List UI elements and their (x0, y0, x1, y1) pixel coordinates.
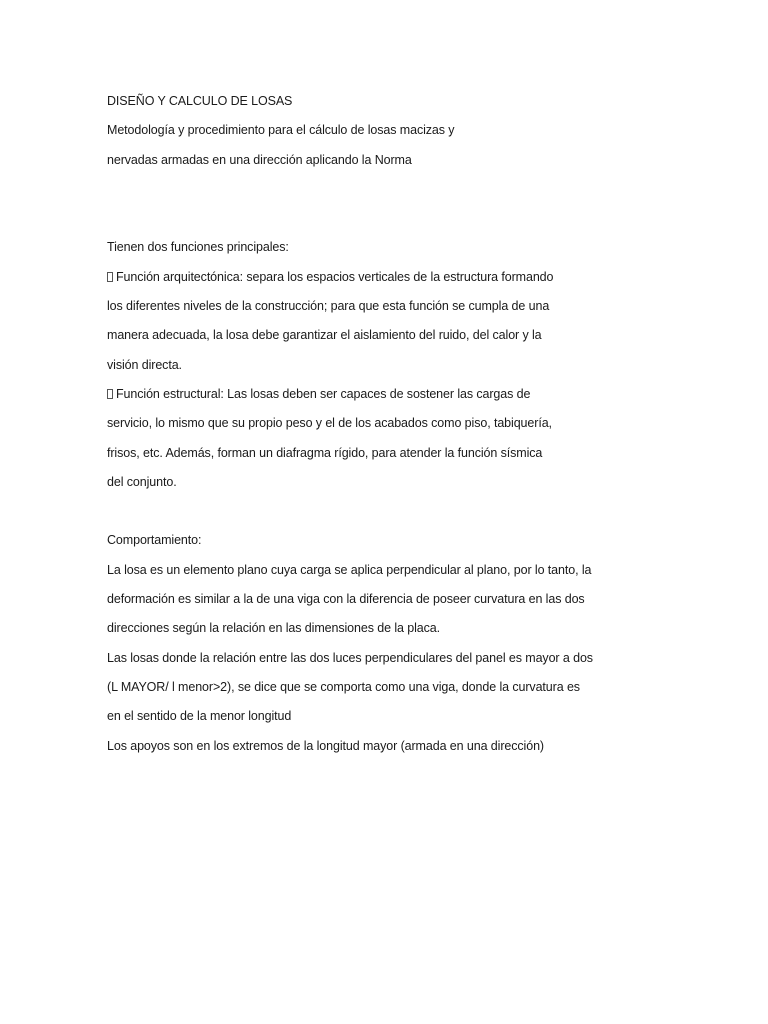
function-struct-text: Función estructural: Las losas deben ser capaces de sostener las cargas de (116, 386, 531, 401)
function-arch-text: Función arquitectónica: separa los espacios verticales de la estructura formando (116, 269, 554, 284)
function-struct-line: servicio, lo mismo que su propio peso y el de los acabados como piso, tabiquería, (107, 416, 552, 431)
document-body (107, 90, 747, 764)
intro-line: Metodología y procedimiento para el cálculo de losas macizas y (107, 123, 455, 138)
missing-glyph-icon (107, 272, 113, 282)
behavior-line: en el sentido de la menor longitud (107, 709, 292, 724)
behavior-line: deformación es similar a la de una viga con la diferencia de poseer curvatura en las dos (107, 592, 585, 607)
function-arch-line: visión directa. (107, 357, 182, 372)
spacer (107, 178, 747, 237)
intro-line: nervadas armadas en una dirección aplicando la Norma (107, 152, 412, 167)
behavior-line: Los apoyos son en los extremos de la longitud mayor (armada en una dirección) (107, 738, 544, 753)
function-struct-line: frisos, etc. Además, forman un diafragma rígido, para atender la función sísmica (107, 445, 543, 460)
function-struct-line: del conjunto. (107, 474, 177, 489)
function-arch-line: manera adecuada, la losa debe garantizar el aislamiento del ruido, del calor y la (107, 328, 542, 343)
functions-heading: Tienen dos funciones principales: (107, 240, 289, 255)
function-arch-line: los diferentes niveles de la construcción; para que esta función se cumpla de una (107, 299, 550, 314)
behavior-heading: Comportamiento: (107, 533, 202, 548)
missing-glyph-icon (107, 389, 113, 399)
spacer (107, 500, 747, 529)
behavior-line: direcciones según la relación en las dimensiones de la placa. (107, 621, 440, 636)
behavior-line: (L MAYOR/ l menor>2), se dice que se comporta como una viga, donde la curvatura es (107, 679, 580, 694)
function-arch-line (107, 266, 747, 295)
behavior-line: Las losas donde la relación entre las dos luces perpendiculares del panel es mayor a dos (107, 650, 593, 665)
behavior-line: La losa es un elemento plano cuya carga se aplica perpendicular al plano, por lo tanto, la (107, 562, 592, 577)
document-title: DISEÑO Y CALCULO DE LOSAS (107, 94, 293, 108)
function-struct-line (107, 383, 747, 412)
